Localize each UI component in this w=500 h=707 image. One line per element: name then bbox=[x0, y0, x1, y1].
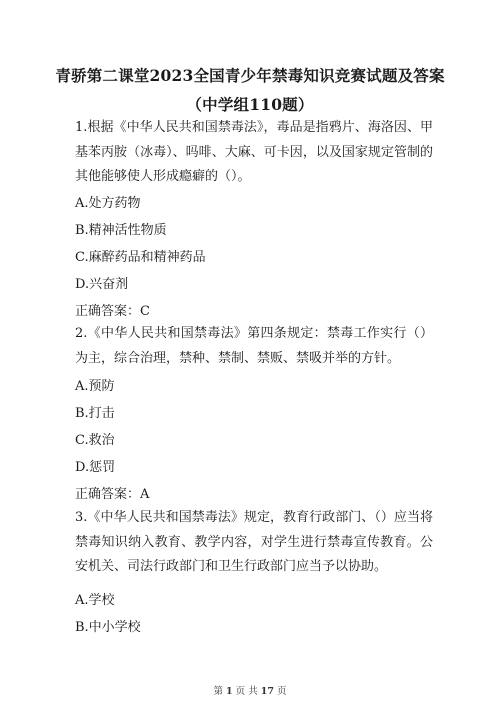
footer-total-pages: 17 bbox=[260, 686, 274, 697]
question-1-option-d: D.兴奋剂 bbox=[75, 277, 129, 292]
footer-middle: 页 共 bbox=[235, 686, 258, 697]
question-3-option-a: A.学校 bbox=[75, 593, 115, 608]
footer-page-number: 1 bbox=[226, 686, 233, 697]
question-3-text: 3.《中华人民共和国禁毒法》规定，教育行政部门、（）应当将禁毒知识纳入教育、教学内容，对学生进行禁毒宣传教育。公安机关、司法行政部门和卫生行政部门应当予以协助。 bbox=[75, 510, 433, 574]
question-2-answer: 正确答案：A bbox=[75, 487, 150, 502]
question-1-option-b: B.精神活性物质 bbox=[75, 223, 167, 238]
question-1-text: 1.根据《中华人民共和国禁毒法》，毒品是指鸦片、海洛因、甲基苯丙胺（冰毒）、吗啡、大麻、可卡因，以及国家规定管制的其他能够使人形成瘾癖的（）。 bbox=[75, 120, 433, 184]
page-footer bbox=[0, 683, 500, 697]
question-2-option-d: D.惩罚 bbox=[75, 460, 116, 475]
question-2-text: 2.《中华人民共和国禁毒法》第四条规定：禁毒工作实行（）为主，综合治理，禁种、禁制、禁贩、禁吸并举的方针。 bbox=[75, 326, 433, 366]
footer-prefix: 第 bbox=[213, 686, 223, 697]
question-1-option-a: A.处方药物 bbox=[75, 196, 141, 211]
question-2-option-a: A.预防 bbox=[75, 379, 115, 394]
question-2-option-b: B.打击 bbox=[75, 406, 115, 421]
footer-suffix: 页 bbox=[277, 686, 287, 697]
document-subtitle: （中学组110题） bbox=[186, 95, 314, 114]
question-2-option-c: C.救治 bbox=[75, 433, 115, 448]
document-title: 青骄第二课堂2023全国青少年禁毒知识竞赛试题及答案 bbox=[55, 66, 445, 85]
question-1-option-c: C.麻醉药品和精神药品 bbox=[75, 250, 206, 265]
question-1-answer: 正确答案：C bbox=[75, 304, 150, 319]
question-3-option-b: B.中小学校 bbox=[75, 620, 141, 635]
